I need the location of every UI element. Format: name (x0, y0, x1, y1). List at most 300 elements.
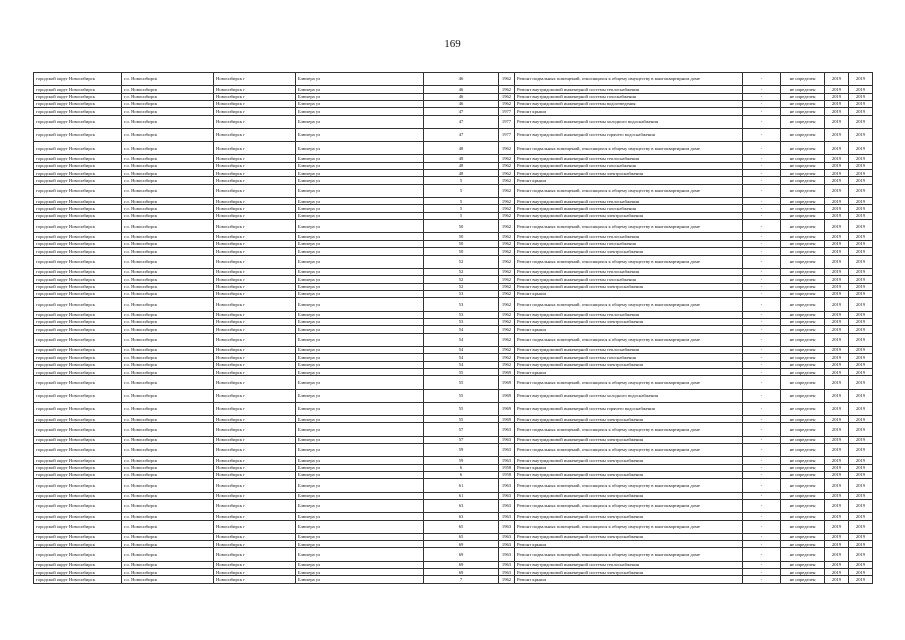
table-row (34, 520, 873, 533)
settlement-cell: Новосибирск г (214, 276, 296, 283)
year-end-cell: 2019 (849, 354, 873, 361)
dash-cell: - (743, 513, 781, 520)
district-cell: г.о. Новосибирск (122, 561, 214, 568)
dash-cell: - (743, 479, 781, 492)
district-cell: г.о. Новосибирск (122, 240, 214, 247)
year-start-cell: 2019 (825, 220, 849, 233)
dash-cell: - (743, 541, 781, 548)
cost-cell: не определен (781, 361, 825, 368)
build-year-cell: 1963 (499, 548, 515, 561)
district-cell: г.о. Новосибирск (122, 298, 214, 311)
house-number-cell: 53 (424, 318, 499, 325)
dash-cell: - (743, 276, 781, 283)
table-row (34, 569, 873, 576)
district-cell: г.о. Новосибирск (122, 533, 214, 540)
work-type-cell: Ремонт внутридомовой инженерной системы электроснабжения (515, 533, 743, 540)
district-cell: г.о. Новосибирск (122, 142, 214, 155)
street-cell: Блюхера ул (296, 162, 424, 169)
house-number-cell: 5 (424, 198, 499, 205)
year-end-cell: 2019 (849, 198, 873, 205)
work-type-cell: Ремонт внутридомовой инженерной системы водоотведения (515, 100, 743, 107)
cost-cell: не определен (781, 471, 825, 478)
table-row (34, 389, 873, 402)
dash-cell: - (743, 464, 781, 471)
work-type-cell: Ремонт внутридомовой инженерной системы газоснабжения (515, 93, 743, 100)
street-cell: Блюхера ул (296, 471, 424, 478)
district-cell: г.о. Новосибирск (122, 376, 214, 389)
settlement-cell: Новосибирск г (214, 533, 296, 540)
build-year-cell: 1969 (499, 389, 515, 402)
dash-cell: - (743, 93, 781, 100)
street-cell: Блюхера ул (296, 283, 424, 290)
house-number-cell: 59 (424, 443, 499, 456)
house-number-cell: 53 (424, 290, 499, 297)
work-type-cell: Ремонт крыши (515, 541, 743, 548)
work-type-cell: Ремонт подвальных помещений, относящихся к общему имуществу в многоквартирном доме (515, 443, 743, 456)
dash-cell: - (743, 361, 781, 368)
settlement-cell: Новосибирск г (214, 212, 296, 219)
year-end-cell: 2019 (849, 326, 873, 333)
build-year-cell: 1963 (499, 541, 515, 548)
dash-cell: - (743, 298, 781, 311)
municipality-cell: городской округ Новосибирск (34, 220, 122, 233)
year-end-cell: 2019 (849, 389, 873, 402)
district-cell: г.о. Новосибирск (122, 443, 214, 456)
work-type-cell: Ремонт подвальных помещений, относящихся к общему имуществу в многоквартирном доме (515, 376, 743, 389)
year-start-cell: 2019 (825, 170, 849, 177)
year-start-cell: 2019 (825, 198, 849, 205)
settlement-cell: Новосибирск г (214, 492, 296, 499)
dash-cell: - (743, 561, 781, 568)
dash-cell: - (743, 255, 781, 268)
year-end-cell: 2019 (849, 115, 873, 128)
settlement-cell: Новосибирск г (214, 443, 296, 456)
municipality-cell: городской округ Новосибирск (34, 142, 122, 155)
street-cell: Блюхера ул (296, 298, 424, 311)
street-cell: Блюхера ул (296, 142, 424, 155)
dash-cell: - (743, 416, 781, 423)
cost-cell: не определен (781, 389, 825, 402)
work-type-cell: Ремонт внутридомовой инженерной системы теплоснабжения (515, 86, 743, 93)
street-cell: Блюхера ул (296, 108, 424, 115)
year-end-cell: 2019 (849, 205, 873, 212)
cost-cell: не определен (781, 311, 825, 318)
settlement-cell: Новосибирск г (214, 268, 296, 275)
dash-cell: - (743, 376, 781, 389)
district-cell: г.о. Новосибирск (122, 318, 214, 325)
work-type-cell: Ремонт внутридомовой инженерной системы электроснабжения (515, 416, 743, 423)
year-end-cell: 2019 (849, 233, 873, 240)
street-cell: Блюхера ул (296, 492, 424, 499)
year-end-cell: 2019 (849, 220, 873, 233)
house-number-cell: 48 (424, 142, 499, 155)
district-cell: г.о. Новосибирск (122, 100, 214, 107)
build-year-cell: 1962 (499, 268, 515, 275)
municipality-cell: городской округ Новосибирск (34, 492, 122, 499)
municipality-cell: городской округ Новосибирск (34, 354, 122, 361)
year-end-cell: 2019 (849, 100, 873, 107)
settlement-cell: Новосибирск г (214, 318, 296, 325)
year-start-cell: 2019 (825, 184, 849, 197)
cost-cell: не определен (781, 290, 825, 297)
year-start-cell: 2019 (825, 499, 849, 512)
dash-cell: - (743, 184, 781, 197)
build-year-cell: 1962 (499, 177, 515, 184)
cost-cell: не определен (781, 283, 825, 290)
street-cell: Блюхера ул (296, 479, 424, 492)
year-start-cell: 2019 (825, 561, 849, 568)
work-type-cell: Ремонт подвальных помещений, относящихся к общему имуществу в многоквартирном доме (515, 548, 743, 561)
work-type-cell: Ремонт подвальных помещений, относящихся к общему имуществу в многоквартирном доме (515, 499, 743, 512)
dash-cell: - (743, 108, 781, 115)
municipality-cell: городской округ Новосибирск (34, 576, 122, 583)
year-start-cell: 2019 (825, 93, 849, 100)
dash-cell: - (743, 128, 781, 141)
dash-cell: - (743, 283, 781, 290)
house-number-cell: 69 (424, 548, 499, 561)
house-number-cell: 53 (424, 298, 499, 311)
table-row (34, 326, 873, 333)
settlement-cell: Новосибирск г (214, 416, 296, 423)
district-cell: г.о. Новосибирск (122, 93, 214, 100)
year-start-cell: 2019 (825, 115, 849, 128)
house-number-cell: 61 (424, 492, 499, 499)
settlement-cell: Новосибирск г (214, 361, 296, 368)
cost-cell: не определен (781, 541, 825, 548)
settlement-cell: Новосибирск г (214, 115, 296, 128)
house-number-cell: 55 (424, 369, 499, 376)
table-row (34, 93, 873, 100)
cost-cell: не определен (781, 298, 825, 311)
street-cell: Блюхера ул (296, 354, 424, 361)
work-type-cell: Ремонт внутридомовой инженерной системы холодного водоснабжения (515, 115, 743, 128)
house-number-cell: 55 (424, 416, 499, 423)
municipality-cell: городской округ Новосибирск (34, 311, 122, 318)
settlement-cell: Новосибирск г (214, 499, 296, 512)
cost-cell: не определен (781, 108, 825, 115)
table-row (34, 333, 873, 346)
year-end-cell: 2019 (849, 184, 873, 197)
dash-cell: - (743, 402, 781, 415)
year-start-cell: 2019 (825, 142, 849, 155)
settlement-cell: Новосибирск г (214, 290, 296, 297)
cost-cell: не определен (781, 376, 825, 389)
cost-cell: не определен (781, 155, 825, 162)
house-number-cell: 55 (424, 402, 499, 415)
build-year-cell: 1958 (499, 471, 515, 478)
work-type-cell: Ремонт внутридомовой инженерной системы газоснабжения (515, 205, 743, 212)
house-number-cell: 5 (424, 212, 499, 219)
settlement-cell: Новосибирск г (214, 86, 296, 93)
municipality-cell: городской округ Новосибирск (34, 283, 122, 290)
dash-cell: - (743, 576, 781, 583)
settlement-cell: Новосибирск г (214, 248, 296, 255)
build-year-cell: 1962 (499, 283, 515, 290)
street-cell: Блюхера ул (296, 499, 424, 512)
district-cell: г.о. Новосибирск (122, 436, 214, 443)
cost-cell: не определен (781, 369, 825, 376)
district-cell: г.о. Новосибирск (122, 369, 214, 376)
dash-cell: - (743, 290, 781, 297)
year-end-cell: 2019 (849, 240, 873, 247)
settlement-cell: Новосибирск г (214, 436, 296, 443)
district-cell: г.о. Новосибирск (122, 471, 214, 478)
work-type-cell: Ремонт внутридомовой инженерной системы электроснабжения (515, 361, 743, 368)
table-row (34, 457, 873, 464)
year-end-cell: 2019 (849, 520, 873, 533)
street-cell: Блюхера ул (296, 333, 424, 346)
cost-cell: не определен (781, 177, 825, 184)
street-cell: Блюхера ул (296, 436, 424, 443)
municipality-cell: городской округ Новосибирск (34, 233, 122, 240)
work-type-cell: Ремонт подвальных помещений, относящихся к общему имуществу в многоквартирном доме (515, 333, 743, 346)
street-cell: Блюхера ул (296, 212, 424, 219)
table-row (34, 205, 873, 212)
house-number-cell: 7 (424, 576, 499, 583)
year-start-cell: 2019 (825, 354, 849, 361)
district-cell: г.о. Новосибирск (122, 402, 214, 415)
build-year-cell: 1962 (499, 212, 515, 219)
municipality-cell: городской округ Новосибирск (34, 471, 122, 478)
settlement-cell: Новосибирск г (214, 479, 296, 492)
house-number-cell: 57 (424, 423, 499, 436)
dash-cell: - (743, 115, 781, 128)
municipality-cell: городской округ Новосибирск (34, 369, 122, 376)
cost-cell: не определен (781, 479, 825, 492)
year-end-cell: 2019 (849, 142, 873, 155)
build-year-cell: 1962 (499, 290, 515, 297)
cost-cell: не определен (781, 268, 825, 275)
year-start-cell: 2019 (825, 326, 849, 333)
work-type-cell: Ремонт внутридомовой инженерной системы горячего водоснабжения (515, 402, 743, 415)
work-type-cell: Ремонт крыши (515, 369, 743, 376)
settlement-cell: Новосибирск г (214, 170, 296, 177)
table-row (34, 443, 873, 456)
settlement-cell: Новосибирск г (214, 541, 296, 548)
year-end-cell: 2019 (849, 369, 873, 376)
table-row (34, 108, 873, 115)
house-number-cell: 54 (424, 354, 499, 361)
dash-cell: - (743, 471, 781, 478)
build-year-cell: 1962 (499, 205, 515, 212)
municipality-cell: городской округ Новосибирск (34, 423, 122, 436)
table-row (34, 311, 873, 318)
house-number-cell: 69 (424, 561, 499, 568)
year-end-cell: 2019 (849, 290, 873, 297)
year-start-cell: 2019 (825, 376, 849, 389)
build-year-cell: 1958 (499, 464, 515, 471)
house-number-cell: 48 (424, 162, 499, 169)
build-year-cell: 1977 (499, 115, 515, 128)
work-type-cell: Ремонт подвальных помещений, относящихся к общему имуществу в многоквартирном доме (515, 184, 743, 197)
build-year-cell: 1963 (499, 499, 515, 512)
municipality-cell: городской округ Новосибирск (34, 389, 122, 402)
settlement-cell: Новосибирск г (214, 93, 296, 100)
year-end-cell: 2019 (849, 248, 873, 255)
street-cell: Блюхера ул (296, 569, 424, 576)
build-year-cell: 1962 (499, 100, 515, 107)
dash-cell: - (743, 86, 781, 93)
table-row (34, 471, 873, 478)
build-year-cell: 1969 (499, 369, 515, 376)
district-cell: г.о. Новосибирск (122, 346, 214, 353)
work-type-cell: Ремонт внутридомовой инженерной системы теплоснабжения (515, 311, 743, 318)
cost-cell: не определен (781, 513, 825, 520)
year-end-cell: 2019 (849, 376, 873, 389)
table-row (34, 212, 873, 219)
cost-cell: не определен (781, 212, 825, 219)
work-type-cell: Ремонт внутридомовой инженерной системы электроснабжения (515, 457, 743, 464)
street-cell: Блюхера ул (296, 402, 424, 415)
year-end-cell: 2019 (849, 513, 873, 520)
municipality-cell: городской округ Новосибирск (34, 402, 122, 415)
house-number-cell: 50 (424, 220, 499, 233)
build-year-cell: 1962 (499, 155, 515, 162)
table-row (34, 416, 873, 423)
cost-cell: не определен (781, 318, 825, 325)
district-cell: г.о. Новосибирск (122, 464, 214, 471)
cost-cell: не определен (781, 464, 825, 471)
year-start-cell: 2019 (825, 318, 849, 325)
settlement-cell: Новосибирск г (214, 255, 296, 268)
house-number-cell: 50 (424, 248, 499, 255)
build-year-cell: 1962 (499, 333, 515, 346)
district-cell: г.о. Новосибирск (122, 268, 214, 275)
settlement-cell: Новосибирск г (214, 184, 296, 197)
district-cell: г.о. Новосибирск (122, 170, 214, 177)
year-end-cell: 2019 (849, 93, 873, 100)
build-year-cell: 1962 (499, 346, 515, 353)
dash-cell: - (743, 311, 781, 318)
street-cell: Блюхера ул (296, 233, 424, 240)
year-start-cell: 2019 (825, 416, 849, 423)
work-type-cell: Ремонт внутридомовой инженерной системы теплоснабжения (515, 346, 743, 353)
year-end-cell: 2019 (849, 128, 873, 141)
dash-cell: - (743, 492, 781, 499)
street-cell: Блюхера ул (296, 346, 424, 353)
district-cell: г.о. Новосибирск (122, 115, 214, 128)
year-start-cell: 2019 (825, 177, 849, 184)
municipality-cell: городской округ Новосибирск (34, 443, 122, 456)
year-end-cell: 2019 (849, 346, 873, 353)
year-start-cell: 2019 (825, 283, 849, 290)
cost-cell: не определен (781, 93, 825, 100)
district-cell: г.о. Новосибирск (122, 548, 214, 561)
year-end-cell: 2019 (849, 276, 873, 283)
year-start-cell: 2019 (825, 205, 849, 212)
year-start-cell: 2019 (825, 492, 849, 499)
house-number-cell: 69 (424, 541, 499, 548)
work-type-cell: Ремонт внутридомовой инженерной системы теплоснабжения (515, 233, 743, 240)
year-start-cell: 2019 (825, 233, 849, 240)
work-type-cell: Ремонт внутридомовой инженерной системы теплоснабжения (515, 561, 743, 568)
house-number-cell: 52 (424, 255, 499, 268)
district-cell: г.о. Новосибирск (122, 155, 214, 162)
work-type-cell: Ремонт внутридомовой инженерной системы горячего водоснабжения (515, 128, 743, 141)
dash-cell: - (743, 389, 781, 402)
district-cell: г.о. Новосибирск (122, 354, 214, 361)
dash-cell: - (743, 457, 781, 464)
build-year-cell: 1963 (499, 457, 515, 464)
table-row (34, 142, 873, 155)
street-cell: Блюхера ул (296, 533, 424, 540)
table-row (34, 240, 873, 247)
district-cell: г.о. Новосибирск (122, 283, 214, 290)
dash-cell: - (743, 346, 781, 353)
district-cell: г.о. Новосибирск (122, 541, 214, 548)
municipality-cell: городской округ Новосибирск (34, 436, 122, 443)
year-start-cell: 2019 (825, 533, 849, 540)
build-year-cell: 1962 (499, 233, 515, 240)
table-row (34, 184, 873, 197)
street-cell: Блюхера ул (296, 576, 424, 583)
dash-cell: - (743, 212, 781, 219)
settlement-cell: Новосибирск г (214, 520, 296, 533)
year-end-cell: 2019 (849, 576, 873, 583)
district-cell: г.о. Новосибирск (122, 311, 214, 318)
dash-cell: - (743, 142, 781, 155)
build-year-cell: 1963 (499, 479, 515, 492)
table-row (34, 376, 873, 389)
settlement-cell: Новосибирск г (214, 333, 296, 346)
municipality-cell: городской округ Новосибирск (34, 184, 122, 197)
dash-cell: - (743, 100, 781, 107)
settlement-cell: Новосибирск г (214, 561, 296, 568)
settlement-cell: Новосибирск г (214, 326, 296, 333)
district-cell: г.о. Новосибирск (122, 333, 214, 346)
work-type-cell: Ремонт внутридомовой инженерной системы теплоснабжения (515, 268, 743, 275)
cost-cell: не определен (781, 205, 825, 212)
dash-cell: - (743, 333, 781, 346)
work-type-cell: Ремонт подвальных помещений, относящихся к общему имуществу в многоквартирном доме (515, 479, 743, 492)
dash-cell: - (743, 177, 781, 184)
year-start-cell: 2019 (825, 457, 849, 464)
house-number-cell: 65 (424, 533, 499, 540)
house-number-cell: 46 (424, 73, 499, 86)
table-row (34, 499, 873, 512)
settlement-cell: Новосибирск г (214, 311, 296, 318)
build-year-cell: 1962 (499, 220, 515, 233)
work-type-cell: Ремонт внутридомовой инженерной системы электроснабжения (515, 471, 743, 478)
settlement-cell: Новосибирск г (214, 402, 296, 415)
house-number-cell: 63 (424, 513, 499, 520)
year-end-cell: 2019 (849, 155, 873, 162)
street-cell: Блюхера ул (296, 255, 424, 268)
cost-cell: не определен (781, 346, 825, 353)
table-row (34, 369, 873, 376)
year-start-cell: 2019 (825, 402, 849, 415)
settlement-cell: Новосибирск г (214, 457, 296, 464)
year-end-cell: 2019 (849, 541, 873, 548)
municipality-cell: городской округ Новосибирск (34, 520, 122, 533)
work-type-cell: Ремонт внутридомовой инженерной системы газоснабжения (515, 240, 743, 247)
house-number-cell: 69 (424, 569, 499, 576)
dash-cell: - (743, 423, 781, 436)
settlement-cell: Новосибирск г (214, 283, 296, 290)
table-row (34, 268, 873, 275)
build-year-cell: 1963 (499, 423, 515, 436)
district-cell: г.о. Новосибирск (122, 389, 214, 402)
year-end-cell: 2019 (849, 471, 873, 478)
municipality-cell: городской округ Новосибирск (34, 170, 122, 177)
municipality-cell: городской округ Новосибирск (34, 333, 122, 346)
municipality-cell: городской округ Новосибирск (34, 416, 122, 423)
street-cell: Блюхера ул (296, 115, 424, 128)
build-year-cell: 1977 (499, 108, 515, 115)
page-number: 169 (444, 38, 461, 50)
table-row (34, 290, 873, 297)
dash-cell: - (743, 548, 781, 561)
